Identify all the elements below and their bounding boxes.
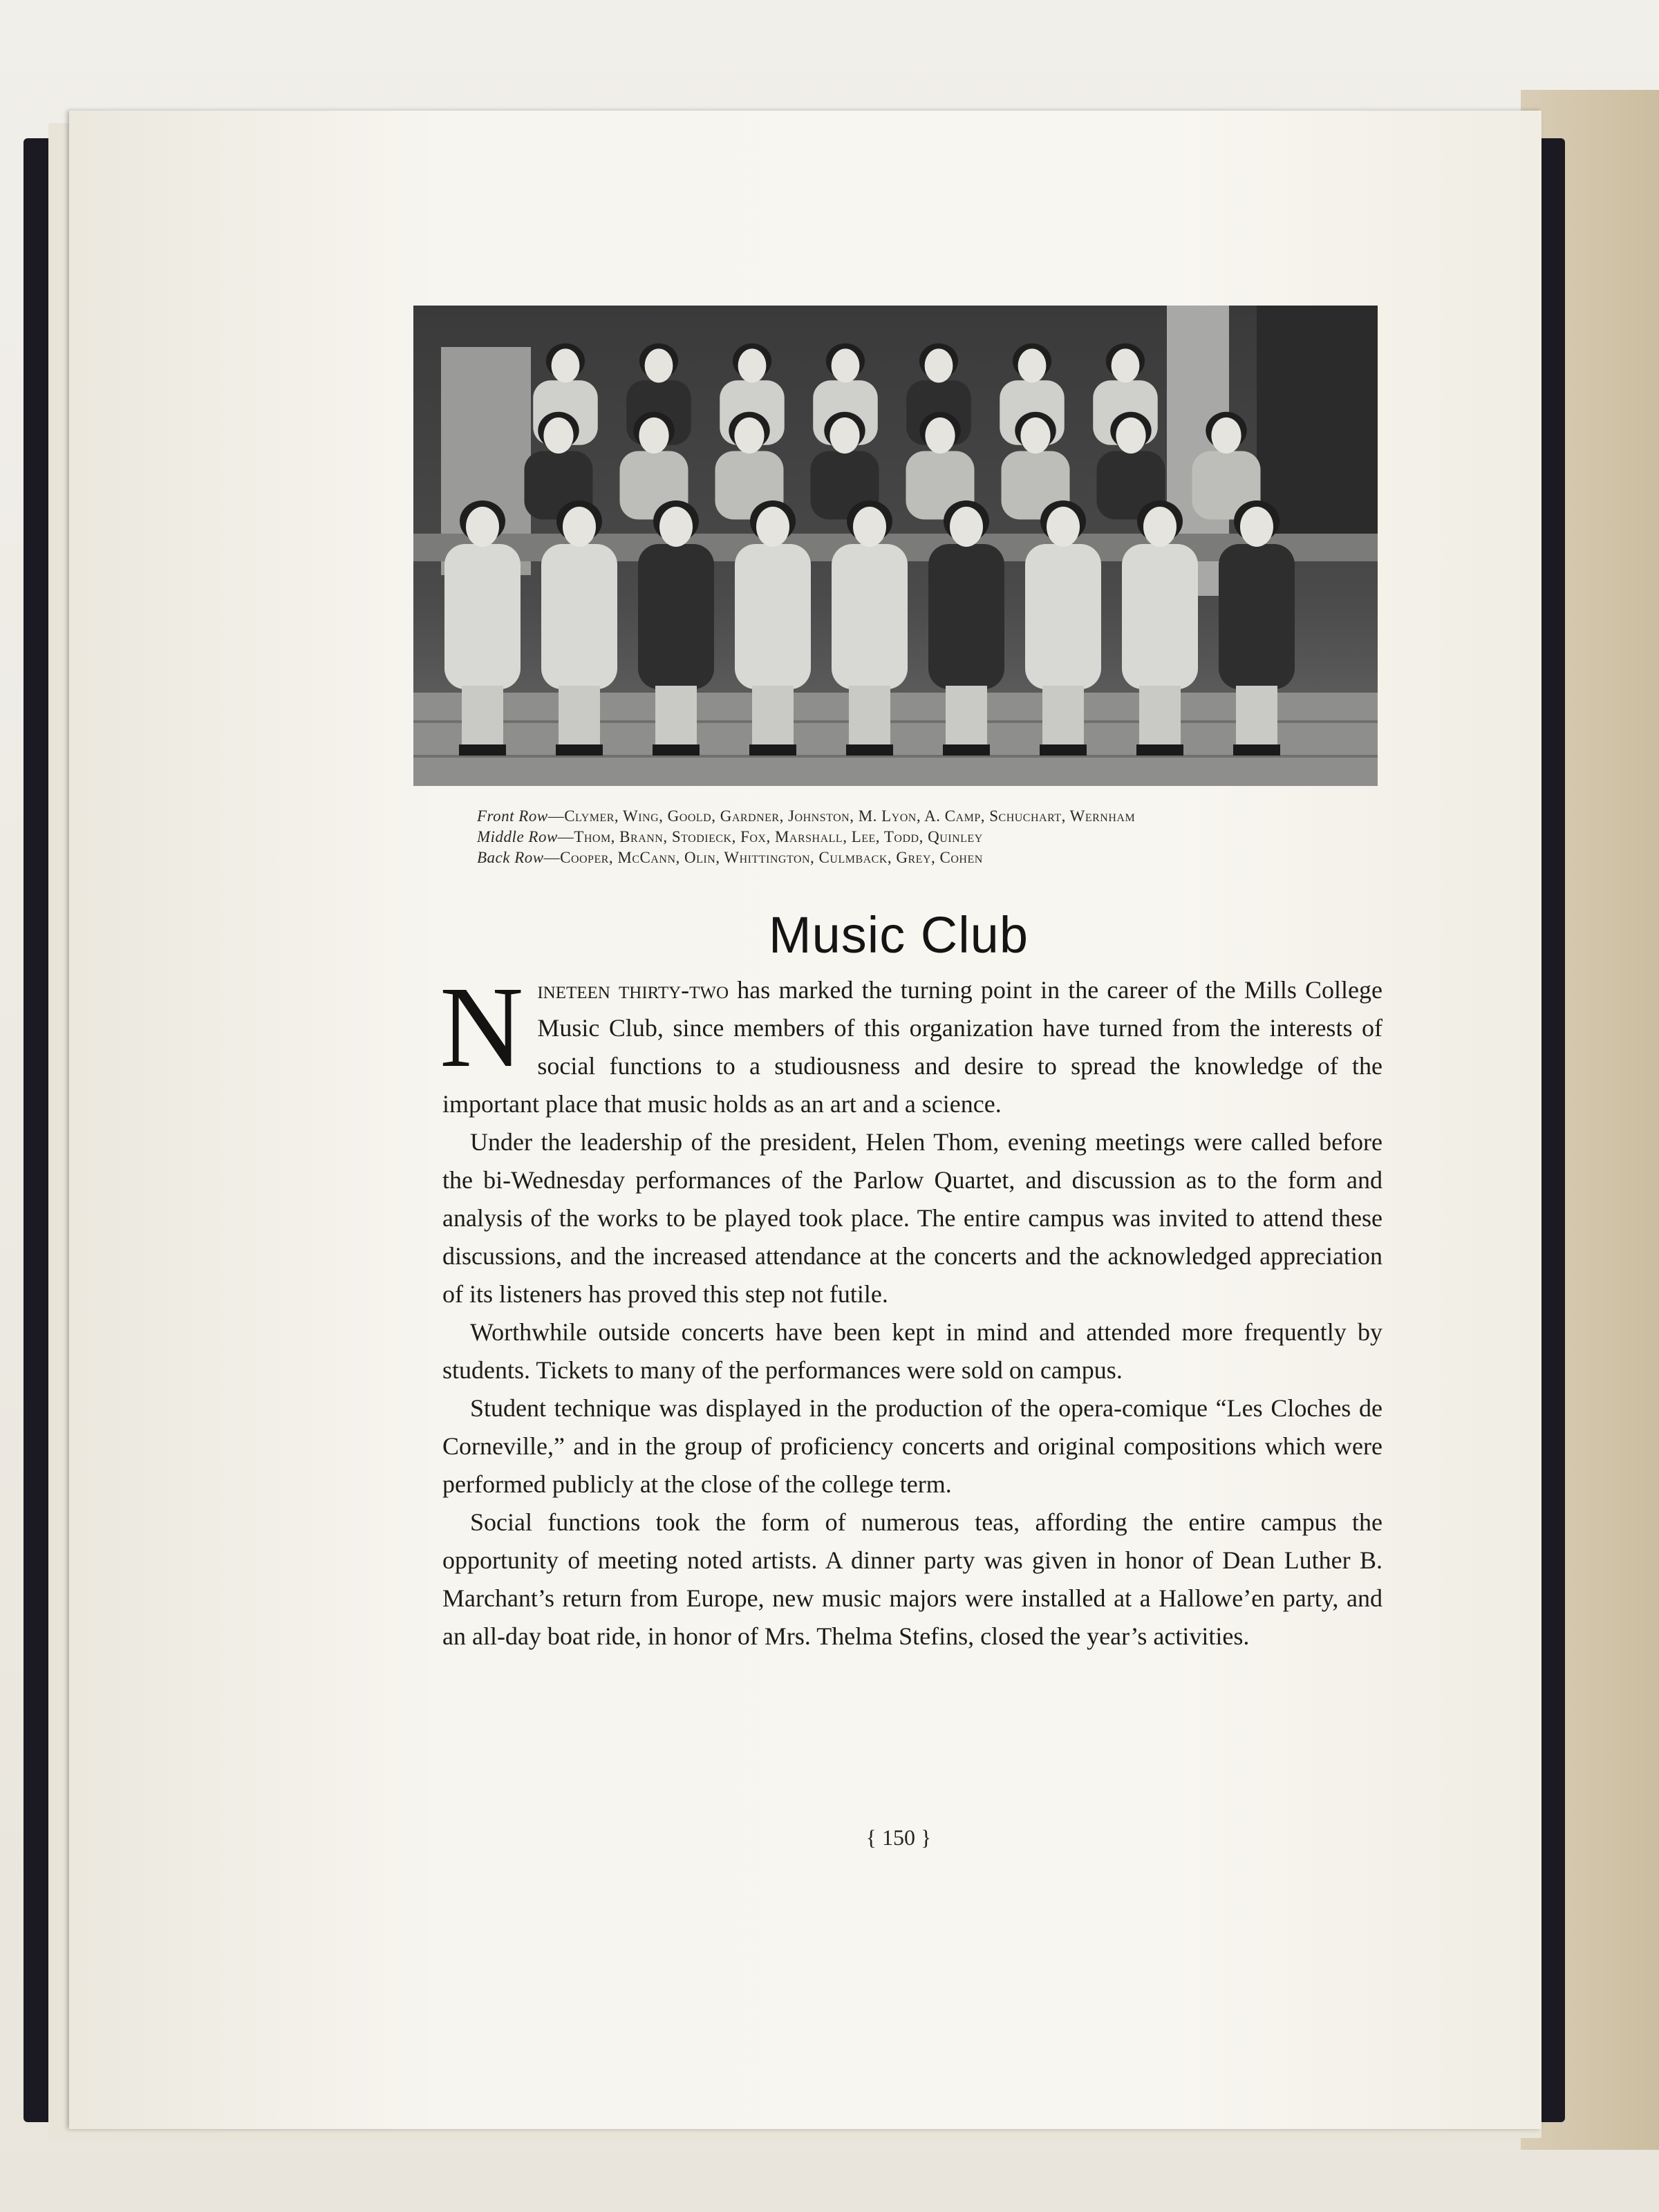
photo-caption (477, 806, 1369, 868)
back-row-label: Back Row (477, 849, 544, 866)
caption-middle-row (477, 827, 1369, 847)
caption-back-row (477, 847, 1369, 868)
paragraph-1 (440, 963, 1382, 1123)
front-row-names: —Clymer, Wing, Goold, Gardner, Johnston, M. Lyon, A. Camp, Schuchart, Wernham (547, 807, 1136, 825)
paragraph-5: Social functions took the form of numerous teas, affording the entire campus the opportunity of meeting noted artists. A dinner party was given in honor of Dean Luther B. Marchant’s return from Europe, new music majors were installed at a Hallowe’en party, and an all-day boat ride, in honor of Mrs. Thelma Stefins, closed the year’s activities. (442, 1508, 1382, 1650)
article-body (440, 963, 1382, 1656)
page-title: Music Club (769, 906, 1029, 964)
back-row-names: —Cooper, McCann, Olin, Whittington, Culmback, Grey, Cohen (543, 849, 983, 866)
front-row-label: Front Row (477, 807, 548, 825)
page-number: { 150 } (865, 1825, 932, 1850)
middle-row-names: —Thom, Brann, Stodieck, Fox, Marshall, Lee, Todd, Quinley (557, 828, 983, 845)
drop-cap: N (440, 963, 524, 1091)
paragraph-3: Worthwhile outside concerts have been kept in mind and attended more frequently by students. Tickets to many of the performances were sold on campus. (442, 1318, 1382, 1384)
group-photo (413, 306, 1378, 786)
paragraph-4: Student technique was displayed in the production of the opera-comique “Les Cloches de Corneville,” and in the group of proficiency concerts and original compositions which were performed publicly at the close of the college term. (442, 1394, 1382, 1498)
group-photo-icon (413, 306, 1378, 786)
paragraph-1-text: has marked the turning point in the career of the Mills College Music Club, since members of this organization have turned from the interests of social functions to a studiousness and desire to spread the knowledge of the important place that music holds as an art and a science. (442, 976, 1382, 1118)
caption-front-row (477, 806, 1369, 827)
paragraph-2: Under the leadership of the president, Helen Thom, evening meetings were called before the bi-Wednesday performances of the Parlow Quartet, and discussion as to the form and analysis of the works to be played took place. The entire campus was invited to attend these discussions, and the increased attendance at the concerts and the acknowledged appreciation of its listeners has proved this step not futile. (442, 1128, 1382, 1308)
middle-row-label: Middle Row (477, 828, 558, 845)
lead-in: ineteen thirty-two (537, 976, 729, 1004)
